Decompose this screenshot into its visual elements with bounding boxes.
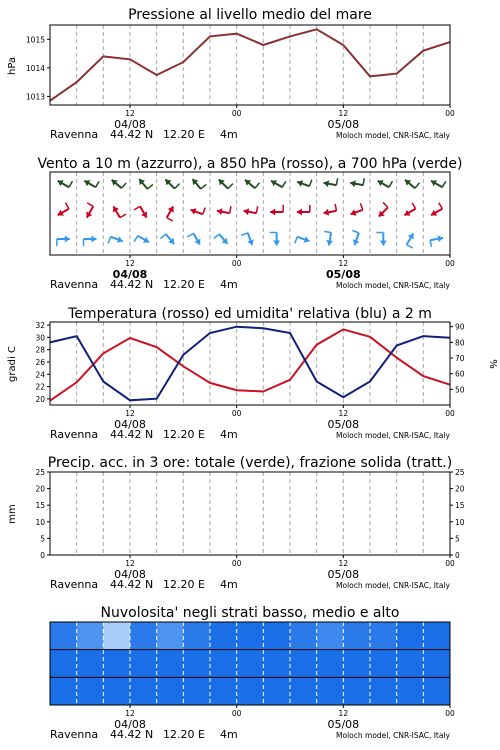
temp-ytick-label-2: 24 [35,370,45,380]
wind-barb-head-1-8 [270,209,275,216]
plot-frame-0 [50,25,450,105]
temperature-title: Temperatura (rosso) ed umidita' relativa (blu) a 2 m [68,306,432,322]
wind-barb-1-0 [58,203,69,216]
wind-barb-0-14 [431,180,446,187]
wind-barb-feather-1-6 [230,206,231,213]
wind-barb-1-2 [113,206,126,217]
cloud-cell-0-5 [183,622,210,650]
wind-barb-0-5 [192,179,206,189]
wind-barb-feather-0-12 [389,181,393,187]
wind-barb-head-2-12 [380,241,387,246]
wind-barb-feather-0-4 [175,184,180,189]
footer-lon-4: 12.20 E [163,728,205,741]
rh-ytick-label-2: 70 [455,354,465,364]
x-tick-label-2-3: 00 [445,409,455,418]
wind-barb-1-4 [167,206,174,221]
pressure-ytick-label-2: 1015 [25,35,45,45]
footer-lon-3: 12.20 E [163,578,205,591]
wind-barb-2-11 [352,230,359,245]
wind-barb-feather-1-5 [203,208,205,215]
footer-lon-0: 12.20 E [163,128,205,141]
cloud-cell-2-1 [77,677,104,705]
x-tick-label-4-3: 00 [445,709,455,718]
x-tick-label-1-2: 12 [338,259,349,268]
wind-barb-1-13 [404,203,415,216]
footer-station-2: Ravenna [50,428,99,441]
date-label-1-1: 05/08 [326,268,361,281]
wind-barb-feather-1-7 [256,206,257,213]
wind-barb-2-9 [295,236,310,243]
x-tick-label-4-2: 12 [338,709,349,718]
footer-alt-0: 4m [220,128,238,141]
precip-ytick-label-left-3: 15 [35,501,45,511]
cloud-cell-0-10 [317,622,344,650]
wind-barb-2-7 [241,233,254,245]
wind-barb-feather-2-11 [352,230,359,232]
cloud-cell-0-7 [237,622,264,650]
cloud-cell-1-13 [397,650,424,678]
cloud-title: Nuvolosita' negli strati basso, medio e alto [100,605,400,621]
footer-lat-0: 44.42 N [110,128,154,141]
temperature-line [50,329,450,400]
cloud-cell-0-14 [423,622,450,650]
wind-barb-feather-0-0 [69,181,73,187]
x-tick-label-4-1: 00 [231,709,242,718]
date-label-1-0: 04/08 [112,268,148,281]
wind-barb-0-6 [219,179,233,188]
rh-ytick-label-1: 60 [455,369,465,379]
wind-barb-feather-2-9 [295,237,297,244]
precip-ytick-label-right-5: 25 [455,468,465,477]
cloud-cell-0-3 [130,622,157,650]
footer-station-3: Ravenna [50,578,99,591]
date-label-2-1: 05/08 [327,418,360,431]
wind-barb-2-13 [407,233,414,248]
date-label-0-1: 05/08 [327,118,360,131]
x-tick-label-2-0: 12 [125,409,135,418]
footer-model-3: Moloch model, CNR-ISAC, Italy [336,581,450,590]
cloud-cell-1-9 [290,650,317,678]
footer-station-1: Ravenna [50,278,99,291]
temp-ytick-label-6: 32 [35,321,45,331]
wind-barb-0-13 [405,180,419,188]
footer-lon-1: 12.20 E [163,278,205,291]
wind-barb-feather-1-13 [412,203,416,209]
temp-ytick-label-0: 20 [35,394,45,404]
x-tick-label-4-0: 12 [125,709,135,718]
cloud-cell-2-5 [183,677,210,705]
temp-ytick-label-3: 26 [35,357,45,367]
cloud-cell-2-11 [343,677,370,705]
x-tick-label-2-2: 12 [338,409,349,418]
precip-ytick-label-right-0: 0 [455,551,460,560]
x-tick-label-3-1: 00 [231,559,242,568]
footer-model-2: Moloch model, CNR-ISAC, Italy [336,431,450,440]
wind-barb-2-8 [270,233,281,246]
wind-barb-2-14 [430,235,443,247]
wind-barb-2-5 [187,233,200,244]
cloud-cell-1-7 [237,650,264,678]
precip-ytick-label-right-4: 20 [455,484,465,494]
wind-barb-feather-1-12 [383,202,388,207]
wind-barb-2-0 [57,236,70,247]
wind-barb-0-9 [297,180,312,187]
wind-barb-0-0 [58,180,73,187]
cloud-cell-1-14 [423,650,450,678]
cloud-cell-1-12 [370,650,397,678]
temp-ytick-label-4: 28 [35,345,45,355]
wind-barb-0-4 [165,179,179,188]
date-label-4-1: 05/08 [327,718,360,731]
pressure-title: Pressione al livello medio del mare [128,7,372,23]
wind-barb-head-2-0 [65,236,70,243]
wind-barb-2-12 [376,233,387,246]
precip-ytick-label-left-5: 25 [35,468,45,477]
wind-barb-0-2 [112,180,126,188]
wind-barb-feather-2-6 [214,234,219,238]
cloud-cell-2-10 [317,677,344,705]
cloud-cell-1-3 [130,650,157,678]
humidity-ylabel: % [487,359,498,369]
footer-alt-1: 4m [220,278,238,291]
precip-ytick-label-left-1: 5 [40,534,45,544]
footer-station-4: Ravenna [50,728,99,741]
x-tick-label-0-0: 12 [125,109,135,118]
footer-lon-2: 12.20 E [163,428,205,441]
wind-barb-feather-2-5 [187,233,193,237]
plot-frame-3 [50,472,450,555]
rh-ytick-label-0: 50 [455,385,465,395]
wind-barb-feather-0-7 [255,183,259,188]
cloud-cell-2-12 [370,677,397,705]
footer-lat-4: 44.42 N [110,728,154,741]
date-label-4-0: 04/08 [114,718,146,731]
wind-barb-feather-0-5 [201,184,206,188]
wind-barb-head-1-9 [297,209,302,216]
x-tick-label-1-0: 12 [125,259,135,268]
x-tick-label-3-0: 12 [125,559,135,568]
precip-title: Precip. acc. in 3 ore: totale (verde), frazione solida (tratt.) [47,455,453,471]
rh-ytick-label-3: 80 [455,338,465,348]
wind-barb-feather-0-13 [415,183,419,188]
date-label-3-1: 05/08 [327,568,360,581]
precip-ytick-label-right-2: 10 [455,517,465,527]
cloud-cell-2-13 [397,677,424,705]
wind-barb-feather-1-11 [360,203,362,210]
humidity-line [50,327,450,401]
wind-barb-feather-1-0 [65,203,69,209]
wind-barb-feather-2-3 [134,236,138,242]
x-tick-label-1-3: 00 [445,259,455,268]
wind-barb-1-8 [270,205,283,216]
wind-barb-feather-1-4 [167,218,173,222]
wind-barb-feather-0-9 [309,180,311,187]
wind-barb-feather-2-10 [324,231,331,232]
wind-barb-feather-2-2 [108,237,110,244]
precip-ytick-label-right-3: 15 [455,501,465,511]
cloud-cell-1-2 [103,650,130,678]
cloud-cell-0-13 [397,622,424,650]
temperature-ylabel: gradi C [7,346,18,382]
pressure-line [50,29,450,100]
wind-barb-feather-2-14 [430,240,431,247]
wind-barb-0-7 [245,180,259,188]
x-tick-label-0-1: 00 [231,109,242,118]
wind-barb-feather-0-14 [442,181,446,187]
cloud-cell-1-5 [183,650,210,678]
wind-barb-0-10 [324,178,338,187]
cloud-cell-0-0 [50,622,77,650]
wind-barb-1-1 [86,203,93,218]
wind-barb-feather-1-10 [335,204,336,211]
wind-barb-0-1 [84,180,99,187]
precip-ytick-label-left-2: 10 [35,517,45,527]
cloud-cell-0-6 [210,622,237,650]
x-tick-label-0-2: 12 [338,109,349,118]
wind-barb-feather-0-10 [336,178,337,185]
x-tick-label-3-3: 00 [445,559,455,568]
cloud-cell-0-4 [157,622,184,650]
date-label-0-0: 04/08 [114,118,146,131]
footer-lat-1: 44.42 N [110,278,154,291]
wind-barb-1-12 [379,202,388,216]
cloud-cell-1-4 [157,650,184,678]
wind-barb-2-6 [214,234,228,244]
x-tick-label-3-2: 12 [338,559,349,568]
wind-barb-2-4 [160,234,174,244]
cloud-cell-2-3 [130,677,157,705]
wind-barb-1-11 [351,203,363,216]
wind-barb-2-3 [134,236,149,243]
wind-barb-feather-1-3 [134,206,140,210]
footer-model-1: Moloch model, CNR-ISAC, Italy [336,281,450,290]
wind-barb-0-12 [378,180,393,187]
wind-barb-head-2-1 [92,236,97,243]
temp-ytick-label-5: 30 [35,333,45,343]
pressure-ylabel: hPa [7,56,18,76]
cloud-cell-0-12 [370,622,397,650]
x-tick-label-2-1: 00 [231,409,242,418]
wind-barb-2-10 [324,231,333,245]
wind-barb-0-3 [139,179,153,189]
cloud-cell-1-0 [50,650,77,678]
wind-title: Vento a 10 m (azzurro), a 850 hPa (rosso), a 700 hPa (verde) [37,156,463,172]
cloud-cell-2-2 [103,677,130,705]
wind-barb-feather-0-8 [282,181,286,187]
wind-barb-1-6 [217,206,231,215]
cloud-cell-0-9 [290,622,317,650]
cloud-cell-0-1 [77,622,104,650]
date-label-2-0: 04/08 [114,418,146,431]
footer-model-0: Moloch model, CNR-ISAC, Italy [336,131,450,140]
wind-barb-feather-1-2 [120,214,126,218]
wind-barb-feather-2-4 [160,234,165,238]
cloud-cell-0-8 [263,622,290,650]
cloud-cell-0-11 [343,622,370,650]
wind-barb-2-2 [108,236,123,243]
wind-barb-feather-1-14 [439,203,443,209]
wind-barb-1-14 [431,203,442,216]
cloud-cell-2-4 [157,677,184,705]
pressure-ytick-label-0: 1013 [25,92,45,102]
footer-model-4: Moloch model, CNR-ISAC, Italy [336,731,450,740]
cloud-cell-2-0 [50,677,77,705]
date-label-3-0: 04/08 [114,568,146,581]
wind-barb-feather-2-13 [407,245,413,249]
wind-barb-0-11 [350,178,364,187]
wind-barb-feather-0-3 [148,184,153,188]
wind-barb-1-10 [324,204,337,216]
cloud-cell-2-7 [237,677,264,705]
cloud-cell-2-9 [290,677,317,705]
plot-frame-2 [50,322,450,405]
pressure-ytick-label-1: 1014 [25,63,45,73]
footer-station-0: Ravenna [50,128,99,141]
footer-alt-3: 4m [220,578,238,591]
wind-barb-1-9 [297,205,310,216]
cloud-cell-1-10 [317,650,344,678]
footer-alt-2: 4m [220,428,238,441]
wind-barb-feather-1-1 [87,203,93,207]
cloud-cell-0-2 [103,622,130,650]
footer-lat-3: 44.42 N [110,578,154,591]
wind-barb-feather-0-6 [228,184,233,189]
cloud-cell-1-6 [210,650,237,678]
wind-barb-2-1 [84,236,97,247]
precip-ytick-label-right-1: 5 [455,534,460,544]
wind-barb-0-8 [271,180,286,187]
cloud-cell-2-6 [210,677,237,705]
precip-ytick-label-left-0: 0 [40,551,45,560]
wind-barb-1-5 [191,208,206,215]
wind-barb-feather-0-2 [122,183,126,188]
wind-barb-feather-0-1 [96,181,100,187]
temp-ytick-label-1: 22 [35,382,45,392]
cloud-cell-1-8 [263,650,290,678]
wind-barb-head-2-8 [273,241,280,246]
wind-barb-1-3 [134,206,147,217]
wind-barb-1-7 [244,206,258,215]
wind-barb-feather-2-7 [241,233,248,235]
footer-lat-2: 44.42 N [110,428,154,441]
rh-ytick-label-4: 90 [455,322,465,332]
x-tick-label-0-3: 00 [445,109,455,118]
wind-barb-feather-0-11 [363,178,364,185]
cloud-cell-1-1 [77,650,104,678]
cloud-cell-1-11 [343,650,370,678]
footer-alt-4: 4m [220,728,238,741]
x-tick-label-1-1: 00 [231,259,242,268]
cloud-cell-2-8 [263,677,290,705]
cloud-cell-2-14 [423,677,450,705]
precip-ylabel: mm [7,504,18,524]
precip-ytick-label-left-4: 20 [35,484,45,494]
